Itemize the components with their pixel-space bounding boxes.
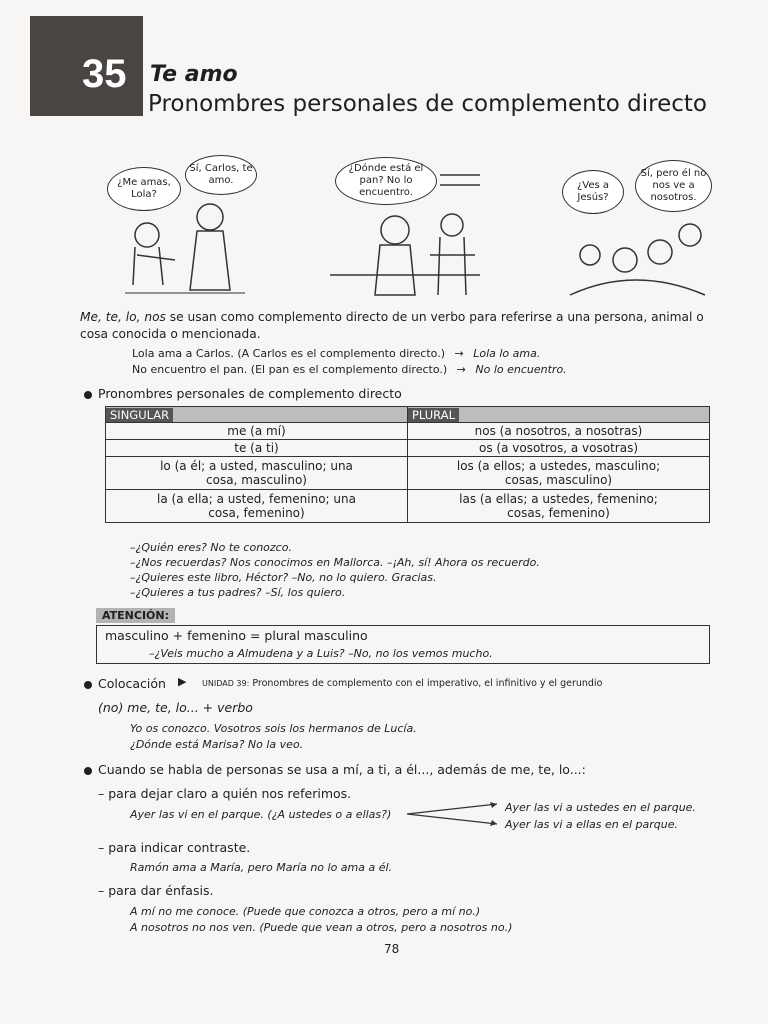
personas-heading: Cuando se habla de personas se usa a mí, a ti, a él..., además de me, te, lo...: — [98, 762, 586, 777]
intro-example-1-left: Lola ama a Carlos. (A Carlos es el complemento directo.) — [132, 347, 445, 360]
table-cell: lo (a él; a usted, masculino; una cosa, masculino) — [106, 457, 408, 490]
speech-bubble-te-amo: Sí, Carlos, te amo. — [185, 155, 257, 195]
intro-example-1-right: Lola lo ama. — [473, 347, 541, 360]
unit-number-block — [30, 16, 143, 116]
atencion-rule: masculino + femenino = plural masculino — [105, 628, 368, 643]
singular-header: SINGULAR — [106, 407, 408, 423]
table-example: –¿Quién eres? No te conozco. — [130, 541, 292, 554]
intro-lead: Me, te, lo, nos — [80, 310, 166, 324]
table-row — [106, 490, 710, 523]
table-cell: las (a ellas; a ustedes, femenino; cosas, femenino) — [408, 490, 710, 523]
bullet-icon — [84, 767, 92, 775]
intro-example-1 — [132, 347, 540, 360]
speech-bubble-donde-esta: ¿Dónde está el pan? No lo encuentro. — [335, 157, 437, 205]
page-title: Pronombres personales de complemento directo — [148, 91, 707, 117]
table-row — [106, 423, 710, 440]
colocacion-heading: Colocación — [98, 676, 166, 691]
personas-item-3: – para dar énfasis. — [98, 883, 214, 898]
colocacion-ref-text: Pronombres de complemento con el imperativo, el infinitivo y el gerundio — [252, 678, 603, 689]
arrow-icon: → — [456, 363, 466, 376]
table-example: –¿Quieres a tus padres? –Sí, los quiero. — [130, 586, 346, 599]
personas-option-1: Ayer las vi a ustedes en el parque. — [505, 801, 696, 814]
intro-example-2-right: No lo encuentro. — [475, 363, 567, 376]
intro-paragraph — [80, 309, 710, 343]
bullet-icon — [84, 681, 92, 689]
personas-item-2: – para indicar contraste. — [98, 840, 251, 855]
cartoon-kitchen — [330, 155, 480, 300]
table-cell: te (a ti) — [106, 440, 408, 457]
speech-bubble-me-amas: ¿Me amas, Lola? — [107, 167, 181, 211]
table-heading: Pronombres personales de complemento directo — [98, 386, 402, 401]
personas-item-3-example-2: A nosotros no nos ven. (Puede que vean a otros, pero a nosotros no.) — [130, 921, 513, 934]
table-cell: los (a ellos; a ustedes, masculino; cosas, masculino) — [408, 457, 710, 490]
play-icon: ▶ — [178, 675, 187, 688]
table-header-row — [106, 407, 710, 423]
table-cell: me (a mí) — [106, 423, 408, 440]
atencion-box — [96, 625, 710, 664]
page-number: 78 — [384, 942, 400, 956]
colocacion-ref-unit: UNIDAD 39: — [202, 679, 250, 688]
personas-item-1-example: Ayer las vi en el parque. (¿A ustedes o a ellas?) — [130, 808, 392, 821]
speech-bubble-ves: ¿Ves a Jesús? — [562, 170, 624, 214]
intro-example-2 — [132, 363, 567, 376]
colocacion-example-2: ¿Dónde está Marisa? No la veo. — [130, 738, 304, 751]
unit-number: 35 — [82, 52, 127, 96]
atencion-example: –¿Veis mucho a Almudena y a Luis? –No, no los vemos mucho. — [149, 647, 493, 660]
table-cell: nos (a nosotros, a nosotras) — [408, 423, 710, 440]
table-row — [106, 440, 710, 457]
personas-item-2-example: Ramón ama a María, pero María no lo ama a él. — [130, 861, 393, 874]
personas-item-3-example-1: A mí no me conoce. (Puede que conozca a otros, pero a mí no.) — [130, 905, 481, 918]
table-cell: os (a vosotros, a vosotras) — [408, 440, 710, 457]
table-cell: la (a ella; a usted, femenino; una cosa, femenino) — [106, 490, 408, 523]
plural-header: PLURAL — [408, 407, 710, 423]
table-row — [106, 457, 710, 490]
colocacion-example-1: Yo os conozco. Vosotros sois los hermanos de Lucía. — [130, 722, 417, 735]
personas-option-2: Ayer las vi a ellas en el parque. — [505, 818, 679, 831]
cartoon-lovers — [105, 155, 255, 300]
intro-text: se usan como complemento directo de un verbo para referirse a una persona, animal o cosa conocida o mencionada. — [80, 310, 704, 341]
unit-subtitle: Te amo — [150, 62, 238, 87]
table-example: –¿Nos recuerdas? Nos conocimos en Mallorca. –¡Ah, sí! Ahora os recuerdo. — [130, 556, 540, 569]
colocacion-pattern: (no) me, te, lo... + verbo — [98, 700, 253, 715]
intro-example-2-left: No encuentro el pan. (El pan es el complemento directo.) — [132, 363, 448, 376]
table-example: –¿Quieres este libro, Héctor? –No, no lo quiero. Gracias. — [130, 571, 437, 584]
colocacion-reference[interactable] — [202, 678, 602, 689]
pronoun-table — [105, 406, 710, 523]
speech-bubble-no-nos-ve: Sí, pero él no nos ve a nosotros. — [635, 160, 712, 212]
cartoon-crowd — [560, 160, 710, 300]
personas-item-1: – para dejar claro a quién nos referimos. — [98, 786, 352, 801]
branch-arrows — [405, 800, 505, 830]
bullet-icon — [84, 391, 92, 399]
arrow-icon: → — [454, 347, 464, 360]
atencion-label: ATENCIÓN: — [96, 608, 175, 623]
